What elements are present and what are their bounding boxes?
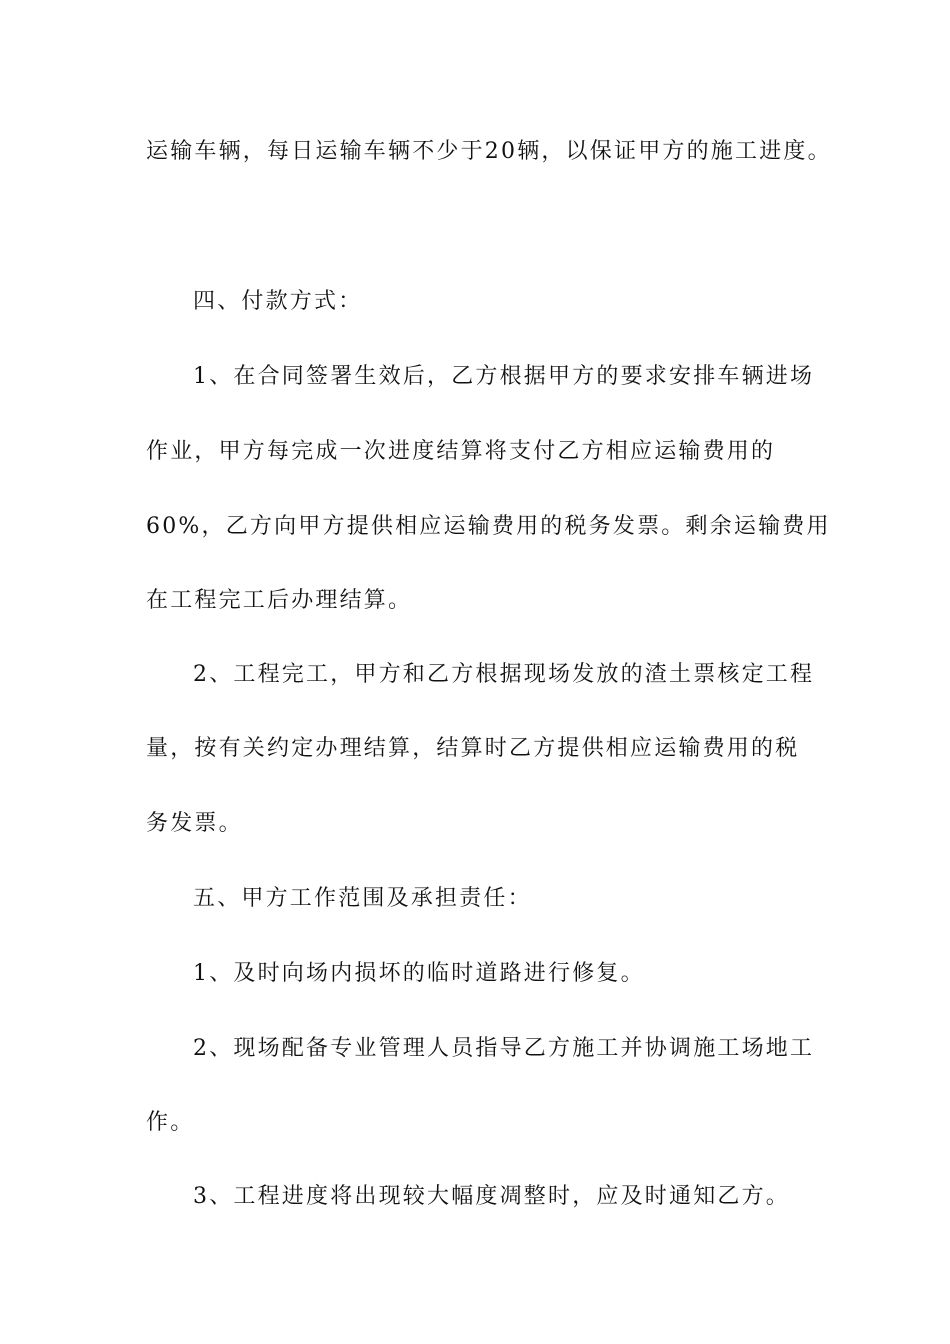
paragraph-line: 1、及时向场内损坏的临时道路进行修复。 — [193, 961, 645, 986]
paragraph-line-continuation: 运输车辆，每日运输车辆不少于20辆，以保证甲方的施工进度。 — [146, 139, 832, 164]
paragraph-line: 2、现场配备专业管理人员指导乙方施工并协调施工场地工 — [193, 1036, 815, 1061]
section-heading-party-a-duties: 五、甲方工作范围及承担责任： — [193, 886, 532, 911]
section-heading-payment: 四、付款方式： — [193, 289, 363, 314]
paragraph-line: 2、工程完工，甲方和乙方根据现场发放的渣土票核定工程 — [193, 662, 815, 687]
paragraph-line: 量，按有关约定办理结算，结算时乙方提供相应运输费用的税 — [146, 736, 800, 761]
paragraph-line: 在工程完工后办理结算。 — [146, 588, 413, 613]
paragraph-line: 3、工程进度将出现较大幅度凋整时，应及时通知乙方。 — [193, 1184, 790, 1209]
paragraph-line: 作。 — [146, 1110, 195, 1135]
paragraph-line: 务发票。 — [146, 811, 243, 836]
paragraph-line: 60%，乙方向甲方提供相应运输费用的税务发票。剩余运输费用 — [146, 514, 831, 539]
paragraph-line: 作业，甲方每完成一次进度结算将支付乙方相应运输费用的 — [146, 439, 776, 464]
paragraph-line: 1、在合同签署生效后，乙方根据甲方的要求安排车辆进场 — [193, 364, 815, 389]
